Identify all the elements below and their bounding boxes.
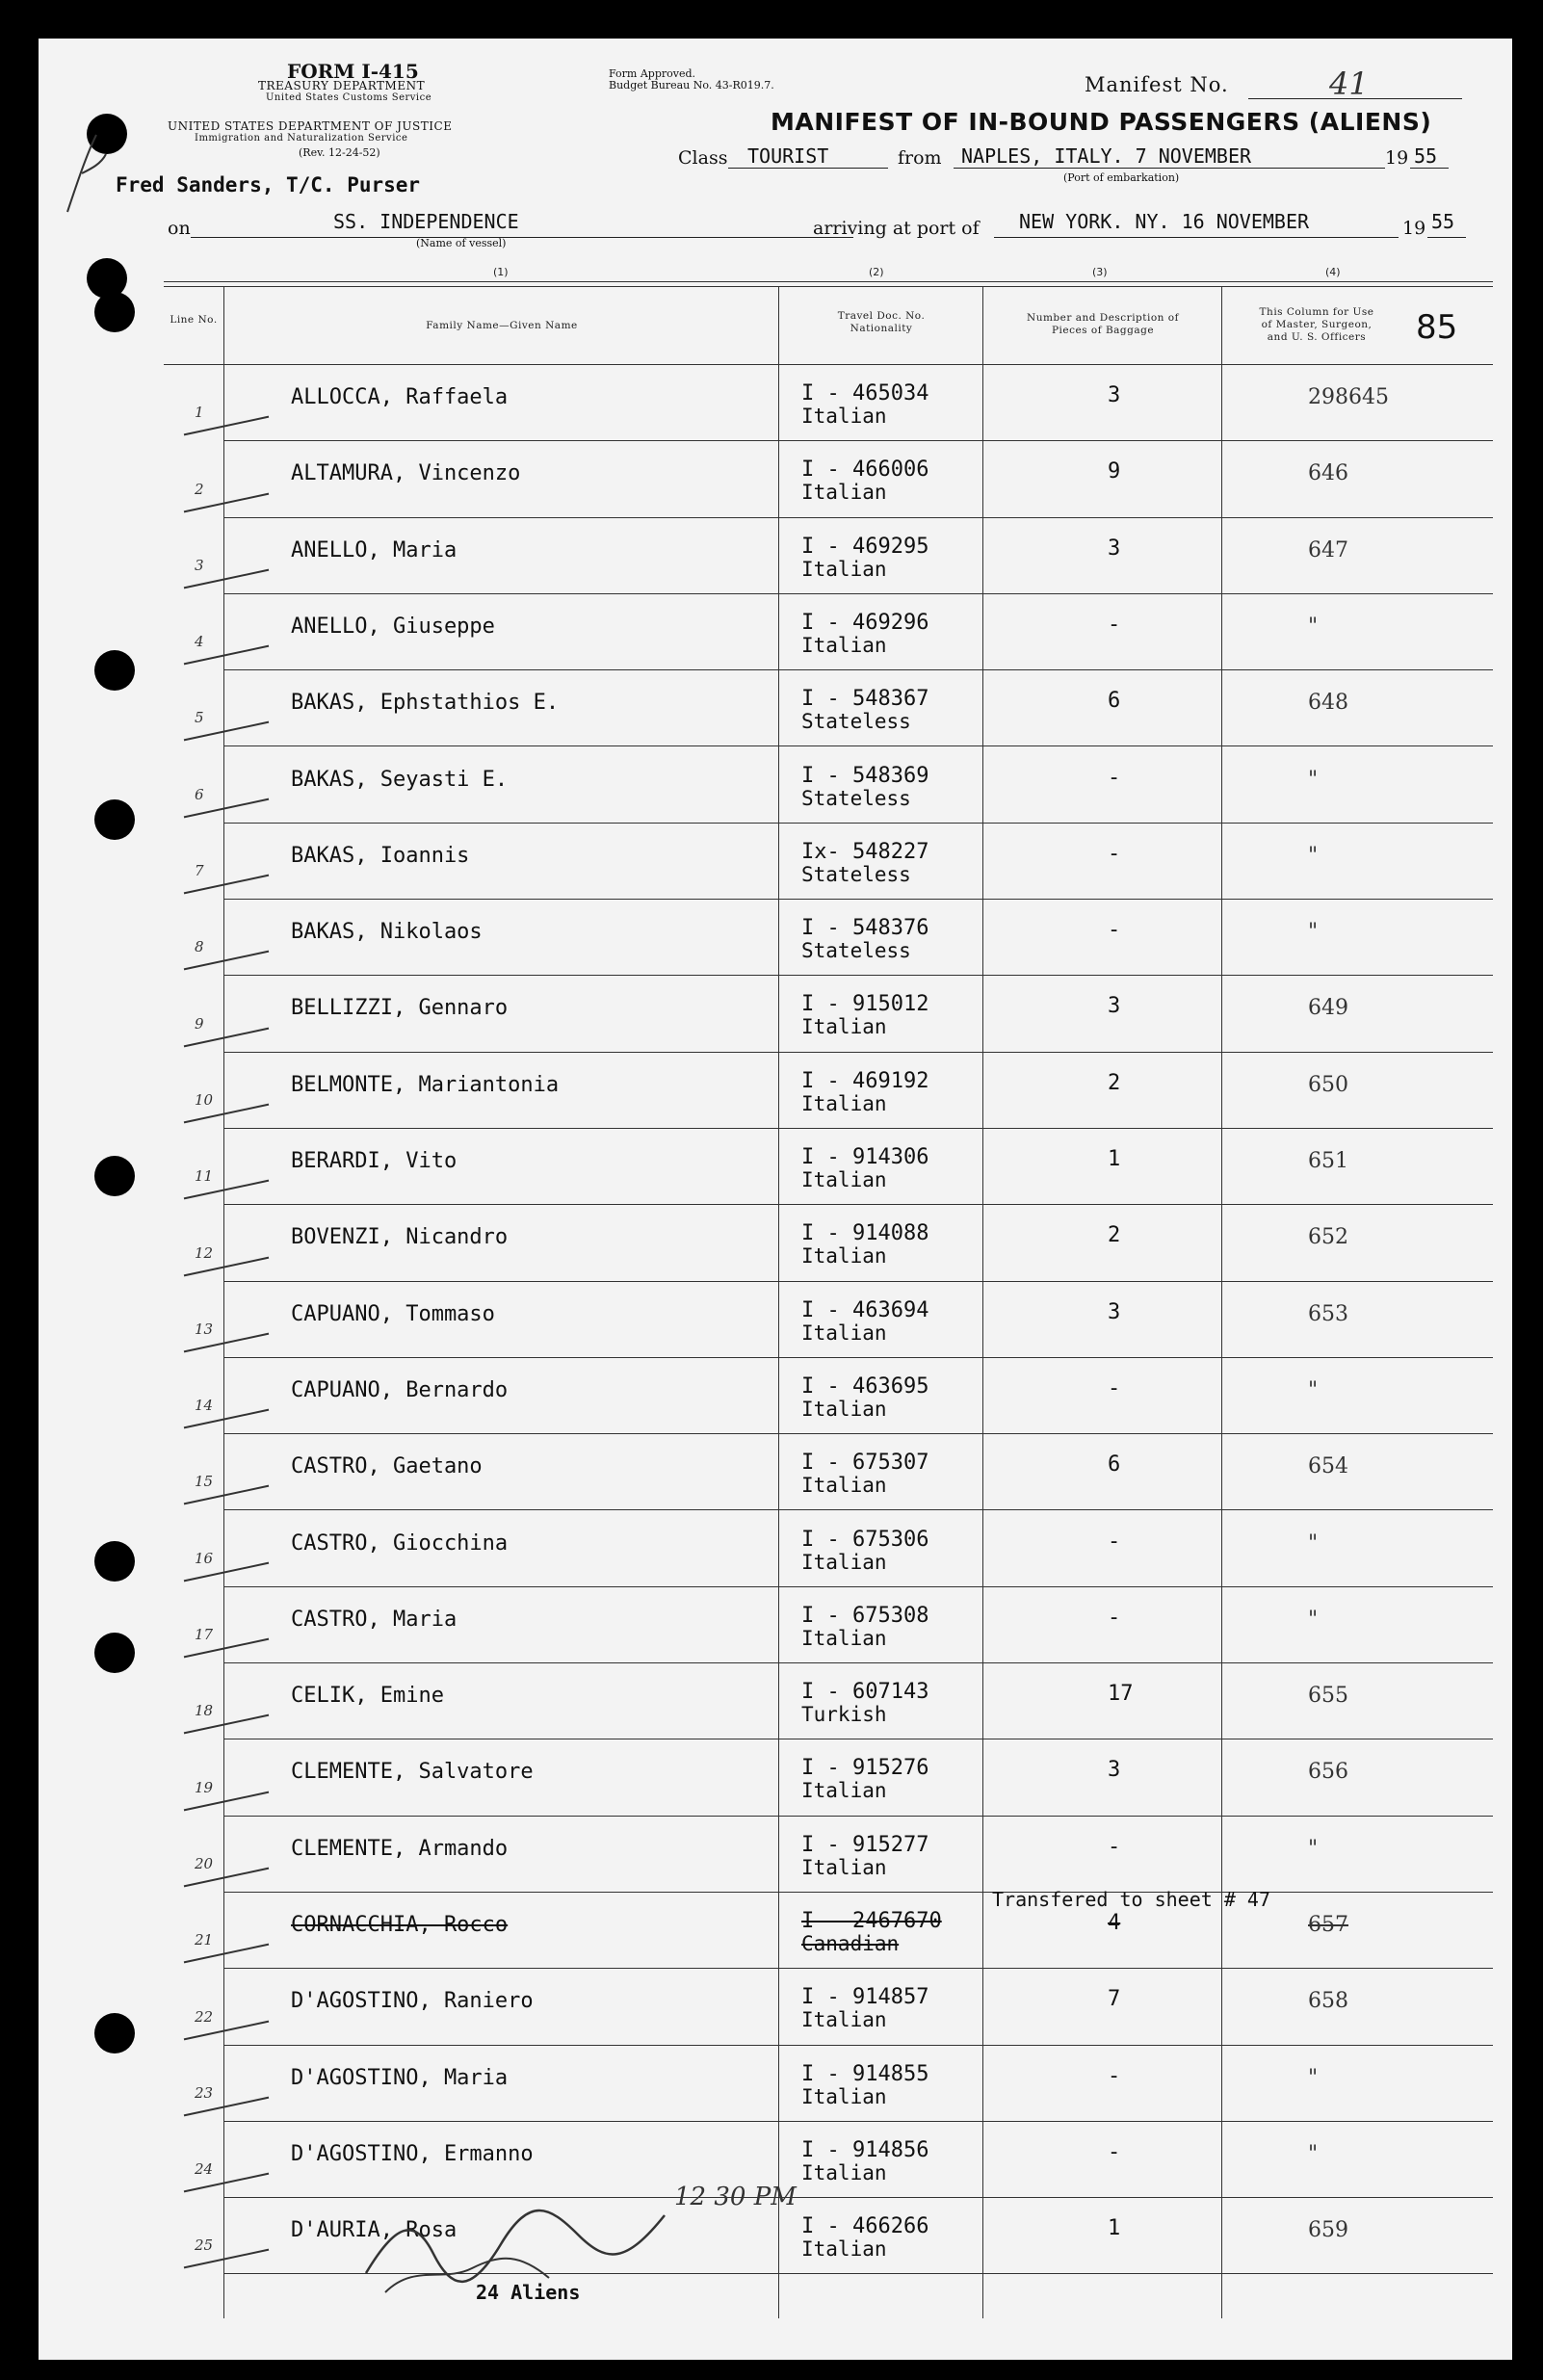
passenger-name: CORNACCHIA, Rocco (291, 1913, 509, 1937)
from-label: from (898, 147, 942, 169)
table-row (39, 824, 1512, 902)
nationality: Turkish (801, 1703, 887, 1727)
line-number: 21 (195, 1931, 214, 1949)
row-rule (223, 2121, 1493, 2122)
travel-doc-number: I - 914306 (801, 1145, 929, 1169)
header-use-3: and U. S. Officers (1267, 331, 1367, 343)
passenger-name: CAPUANO, Tommaso (291, 1301, 495, 1326)
customs-service: United States Customs Service (266, 92, 432, 103)
officer-number: " (1308, 1377, 1319, 1402)
table-row (39, 1818, 1512, 1895)
travel-doc-number: I - 675308 (801, 1603, 929, 1628)
row-rule (223, 1052, 1493, 1053)
baggage-count: 9 (1108, 459, 1121, 484)
row-rule (223, 823, 1493, 824)
row-rule (223, 1968, 1493, 1969)
baggage-count: - (1108, 918, 1121, 943)
manifest-no-label: Manifest No. (1085, 73, 1229, 96)
travel-doc-number: I - 466266 (801, 2214, 929, 2239)
manifest-no-value: 41 (1329, 65, 1369, 102)
baggage-count: 6 (1108, 1452, 1121, 1478)
officer-number: " (1308, 614, 1319, 639)
row-rule (223, 1892, 1493, 1893)
baggage-count: 2 (1108, 1223, 1121, 1248)
officer-number: 655 (1308, 1684, 1348, 1709)
line-number: 13 (195, 1320, 214, 1338)
table-row (39, 1130, 1512, 1207)
baggage-count: - (1108, 1375, 1121, 1400)
row-rule (223, 593, 1493, 594)
nationality: Italian (801, 2084, 887, 2108)
class-value: TOURIST (747, 144, 829, 168)
year-value-2: 55 (1431, 210, 1455, 233)
arriving-value: NEW YORK. NY. 16 NOVEMBER (1019, 210, 1310, 233)
passenger-name: BAKAS, Nikolaos (291, 920, 483, 945)
table-row (39, 519, 1512, 596)
budget-bureau: Budget Bureau No. 43-R019.7. (609, 79, 774, 92)
row-rule (223, 2045, 1493, 2046)
passenger-name: BAKAS, Seyasti E. (291, 767, 509, 792)
nationality: Italian (801, 1626, 887, 1650)
line-number: 11 (195, 1167, 214, 1186)
line-number: 12 (195, 1243, 214, 1262)
page-mark: 85 (1416, 308, 1458, 347)
line-number: 9 (195, 1014, 204, 1033)
line-number: 5 (195, 709, 204, 727)
officer-number: " (1308, 2065, 1319, 2090)
ins-service: Immigration and Naturalization Service (195, 133, 408, 144)
baggage-count: - (1108, 612, 1121, 637)
travel-doc-number: I - 675307 (801, 1451, 929, 1476)
alien-total: 24 Aliens (476, 2281, 581, 2304)
line-number: 20 (195, 1854, 214, 1872)
officer-number: " (1308, 1607, 1319, 1632)
table-top-rule-2 (164, 286, 1493, 287)
row-rule (223, 1357, 1493, 1358)
table-row (39, 1283, 1512, 1360)
table-row (39, 1054, 1512, 1131)
officer-number: 298645 (1308, 385, 1389, 409)
arriving-label: arriving at port of (813, 218, 980, 239)
nationality: Stateless (801, 939, 911, 963)
passenger-name: BERARDI, Vito (291, 1149, 458, 1173)
line-number: 6 (195, 785, 204, 803)
header-doc-2: Nationality (850, 323, 913, 334)
table-row (39, 1664, 1512, 1741)
passenger-name: BELMONTE, Mariantonia (291, 1072, 560, 1097)
year-prefix-2: 19 (1402, 218, 1426, 239)
line-number: 2 (195, 480, 204, 498)
line-number: 3 (195, 556, 204, 574)
line-number: 14 (195, 1397, 214, 1415)
table-row (39, 1740, 1512, 1818)
passenger-name: ALLOCCA, Raffaela (291, 385, 509, 409)
table-row (39, 1588, 1512, 1665)
row-rule (223, 1281, 1493, 1282)
passenger-name: CASTRO, Gaetano (291, 1454, 483, 1479)
table-row (39, 595, 1512, 672)
nationality: Italian (801, 1168, 887, 1191)
table-row (39, 901, 1512, 978)
purser-name: Fred Sanders, T/C. Purser (116, 173, 421, 196)
baggage-count: 17 (1108, 1682, 1134, 1707)
header-baggage-2: Pieces of Baggage (1051, 325, 1155, 336)
travel-doc-number: I - 466006 (801, 458, 929, 483)
table-top-rule (164, 281, 1493, 282)
row-rule (223, 1128, 1493, 1129)
vessel-name: SS. INDEPENDENCE (333, 210, 519, 233)
justice-dept: UNITED STATES DEPARTMENT OF JUSTICE (168, 119, 453, 133)
column-number-3: (3) (1092, 266, 1108, 278)
baggage-count: 6 (1108, 689, 1121, 714)
nationality: Italian (801, 405, 887, 428)
nationality: Italian (801, 1855, 887, 1879)
baggage-count: 7 (1108, 1987, 1121, 2012)
officer-number: 659 (1308, 2218, 1348, 2243)
officer-number: " (1308, 1530, 1319, 1556)
header-use-1: This Column for Use (1259, 306, 1374, 318)
travel-doc-number: I - 915276 (801, 1756, 929, 1781)
baggage-count: 3 (1108, 1299, 1121, 1324)
manifest-title: MANIFEST OF IN-BOUND PASSENGERS (ALIENS) (771, 108, 1432, 136)
baggage-count: - (1108, 1834, 1121, 1859)
table-row (39, 1206, 1512, 1283)
passenger-name: BOVENZI, Nicandro (291, 1225, 509, 1250)
travel-doc-number: Ix- 548227 (801, 839, 929, 864)
row-rule (223, 1433, 1493, 1434)
travel-doc-number: I - 469295 (801, 534, 929, 559)
officer-number: 649 (1308, 996, 1348, 1021)
from-line (954, 168, 1385, 169)
officer-number: " (1308, 767, 1319, 792)
travel-doc-number: I - 465034 (801, 381, 929, 405)
travel-doc-number: I - 469192 (801, 1068, 929, 1093)
row-rule (223, 1586, 1493, 1587)
baggage-count: 3 (1108, 536, 1121, 561)
officer-number: 658 (1308, 1989, 1348, 2014)
travel-doc-number: I - 675306 (801, 1527, 929, 1552)
travel-doc-number: I - 914855 (801, 2061, 929, 2086)
header-name: Family Name—Given Name (426, 320, 578, 331)
row-rule (223, 669, 1493, 670)
header-line-no: Line No. (170, 314, 218, 326)
nationality: Italian (801, 1244, 887, 1268)
officer-number: 646 (1308, 461, 1348, 486)
travel-doc-number: I - 463695 (801, 1373, 929, 1399)
table-row (39, 1970, 1512, 2047)
travel-doc-number: I - 915012 (801, 992, 929, 1017)
travel-doc-number: I - 469296 (801, 610, 929, 635)
passenger-name: CLEMENTE, Salvatore (291, 1760, 534, 1785)
officer-number: 650 (1308, 1072, 1348, 1097)
officer-number: 651 (1308, 1149, 1348, 1173)
year-line-2 (1427, 237, 1466, 238)
nationality: Stateless (801, 710, 911, 734)
table-header-rule (164, 364, 1493, 365)
header-use-2: of Master, Surgeon, (1261, 319, 1373, 330)
port-caption: (Port of embarkation) (1063, 171, 1180, 184)
line-number: 8 (195, 938, 204, 956)
nationality: Italian (801, 1397, 887, 1421)
baggage-count: - (1108, 1605, 1121, 1630)
column-number-4: (4) (1325, 266, 1341, 278)
nationality: Italian (801, 1015, 887, 1039)
travel-doc-number: I - 914088 (801, 1221, 929, 1246)
officer-number: " (1308, 1836, 1319, 1861)
baggage-count: 3 (1108, 383, 1121, 407)
from-value: NAPLES, ITALY. 7 NOVEMBER (961, 144, 1252, 168)
year-line-1 (1410, 168, 1449, 169)
line-number: 22 (195, 2007, 214, 2026)
vessel-caption: (Name of vessel) (416, 237, 507, 249)
passenger-name: BAKAS, Ioannis (291, 843, 470, 868)
officer-number: " (1308, 2141, 1319, 2166)
class-line (728, 168, 888, 169)
column-number-2: (2) (869, 266, 884, 278)
line-number: 7 (195, 862, 204, 880)
inspector-signature (356, 2186, 684, 2302)
header-doc-1: Travel Doc. No. (837, 310, 926, 322)
passenger-name: CELIK, Emine (291, 1684, 444, 1709)
line-number: 10 (195, 1090, 214, 1109)
table-row (39, 1435, 1512, 1512)
nationality: Italian (801, 2008, 887, 2032)
nationality: Italian (801, 1091, 887, 1115)
travel-doc-number: I - 915277 (801, 1832, 929, 1857)
nationality: Italian (801, 557, 887, 581)
column-number-1: (1) (493, 266, 509, 278)
officer-number: 648 (1308, 691, 1348, 716)
row-rule (223, 1662, 1493, 1663)
passenger-name: ALTAMURA, Vincenzo (291, 461, 521, 486)
baggage-count: - (1108, 2139, 1121, 2164)
passenger-name: CLEMENTE, Armando (291, 1836, 509, 1861)
arriving-line (994, 237, 1399, 238)
table-row (39, 671, 1512, 748)
baggage-count: 3 (1108, 994, 1121, 1019)
line-number: 24 (195, 2160, 214, 2179)
nationality: Italian (801, 2237, 887, 2262)
travel-doc-number: I - 607143 (801, 1680, 929, 1705)
nationality: Canadian (801, 1932, 900, 1955)
row-rule (223, 899, 1493, 900)
officer-number: 653 (1308, 1301, 1348, 1326)
officer-number: 647 (1308, 537, 1348, 562)
officer-number: 654 (1308, 1454, 1348, 1479)
table-row (39, 366, 1512, 443)
row-rule (223, 1509, 1493, 1510)
passenger-name: CASTRO, Giocchina (291, 1530, 509, 1556)
on-label: on (168, 218, 191, 239)
baggage-count: 4 (1108, 1911, 1121, 1935)
baggage-count: - (1108, 2063, 1121, 2088)
row-rule (223, 1204, 1493, 1205)
line-number: 25 (195, 2236, 214, 2255)
row-rule (223, 517, 1493, 518)
passenger-name: D'AGOSTINO, Ermanno (291, 2141, 534, 2166)
line-number: 1 (195, 404, 204, 422)
row-rule (223, 745, 1493, 746)
table-row (39, 442, 1512, 519)
officer-number: 657 (1308, 1913, 1348, 1937)
line-number: 4 (195, 633, 204, 651)
line-number: 16 (195, 1549, 214, 1567)
nationality: Italian (801, 633, 887, 657)
nationality: Italian (801, 481, 887, 505)
passenger-name: ANELLO, Maria (291, 537, 458, 562)
baggage-count: - (1108, 765, 1121, 790)
passenger-name: D'AGOSTINO, Raniero (291, 1989, 534, 2014)
nationality: Italian (801, 2160, 887, 2184)
line-number: 18 (195, 1702, 214, 1720)
form-number: FORM I-415 (287, 60, 419, 83)
table-row (39, 2047, 1512, 2124)
treasury-dept: TREASURY DEPARTMENT (258, 79, 426, 92)
table-row (39, 1359, 1512, 1436)
travel-doc-number: I - 914857 (801, 1985, 929, 2010)
passenger-name: CAPUANO, Bernardo (291, 1377, 509, 1402)
nationality: Stateless (801, 862, 911, 886)
passenger-name: CASTRO, Maria (291, 1607, 458, 1632)
baggage-count: 3 (1108, 1758, 1121, 1783)
nationality: Italian (801, 1474, 887, 1498)
baggage-count: - (1108, 1529, 1121, 1554)
table-row (39, 1512, 1512, 1589)
row-rule (223, 975, 1493, 976)
baggage-count: 1 (1108, 2216, 1121, 2241)
handwritten-time: 12 30 PM (674, 2183, 797, 2211)
table-row (39, 977, 1512, 1054)
margin-signature (58, 116, 116, 222)
travel-doc-number: I - 548376 (801, 916, 929, 941)
transfer-note: Transfered to sheet # 47 (992, 1888, 1270, 1911)
passenger-name: ANELLO, Giuseppe (291, 614, 495, 639)
header-baggage-1: Number and Description of (1027, 312, 1179, 324)
officer-number: " (1308, 920, 1319, 945)
table-row (39, 748, 1512, 825)
baggage-count: - (1108, 841, 1121, 866)
passenger-name: BELLIZZI, Gennaro (291, 996, 509, 1021)
officer-number: " (1308, 843, 1319, 868)
class-label: Class (678, 147, 728, 169)
row-rule (223, 440, 1493, 441)
travel-doc-number: I - 914856 (801, 2137, 929, 2162)
travel-doc-number: I - 2467670 (801, 1909, 942, 1933)
line-number: 15 (195, 1473, 214, 1491)
nationality: Italian (801, 1321, 887, 1345)
year-value-1: 55 (1414, 144, 1438, 168)
travel-doc-number: I - 463694 (801, 1297, 929, 1322)
passenger-name: D'AGOSTINO, Maria (291, 2065, 509, 2090)
officer-number: 652 (1308, 1225, 1348, 1250)
year-prefix-1: 19 (1385, 147, 1409, 169)
row-rule (223, 1816, 1493, 1817)
passenger-name: BAKAS, Ephstathios E. (291, 691, 560, 716)
vessel-line (191, 237, 853, 238)
nationality: Stateless (801, 786, 911, 810)
baggage-count: 1 (1108, 1147, 1121, 1171)
nationality: Italian (801, 1779, 887, 1803)
travel-doc-number: I - 548367 (801, 687, 929, 712)
nationality: Italian (801, 1550, 887, 1574)
revision-date: (Rev. 12-24-52) (299, 146, 380, 159)
line-number: 23 (195, 2083, 214, 2102)
binder-hole (94, 292, 135, 332)
line-number: 17 (195, 1626, 214, 1644)
table-row (39, 1888, 1512, 1971)
manifest-sheet (39, 39, 1512, 2360)
form-approved: Form Approved. (609, 67, 696, 80)
passenger-name: D'AURIA, Rosa (291, 2218, 458, 2243)
travel-doc-number: I - 548369 (801, 763, 929, 788)
officer-number: 656 (1308, 1760, 1348, 1785)
line-number: 19 (195, 1778, 214, 1796)
baggage-count: 2 (1108, 1070, 1121, 1095)
